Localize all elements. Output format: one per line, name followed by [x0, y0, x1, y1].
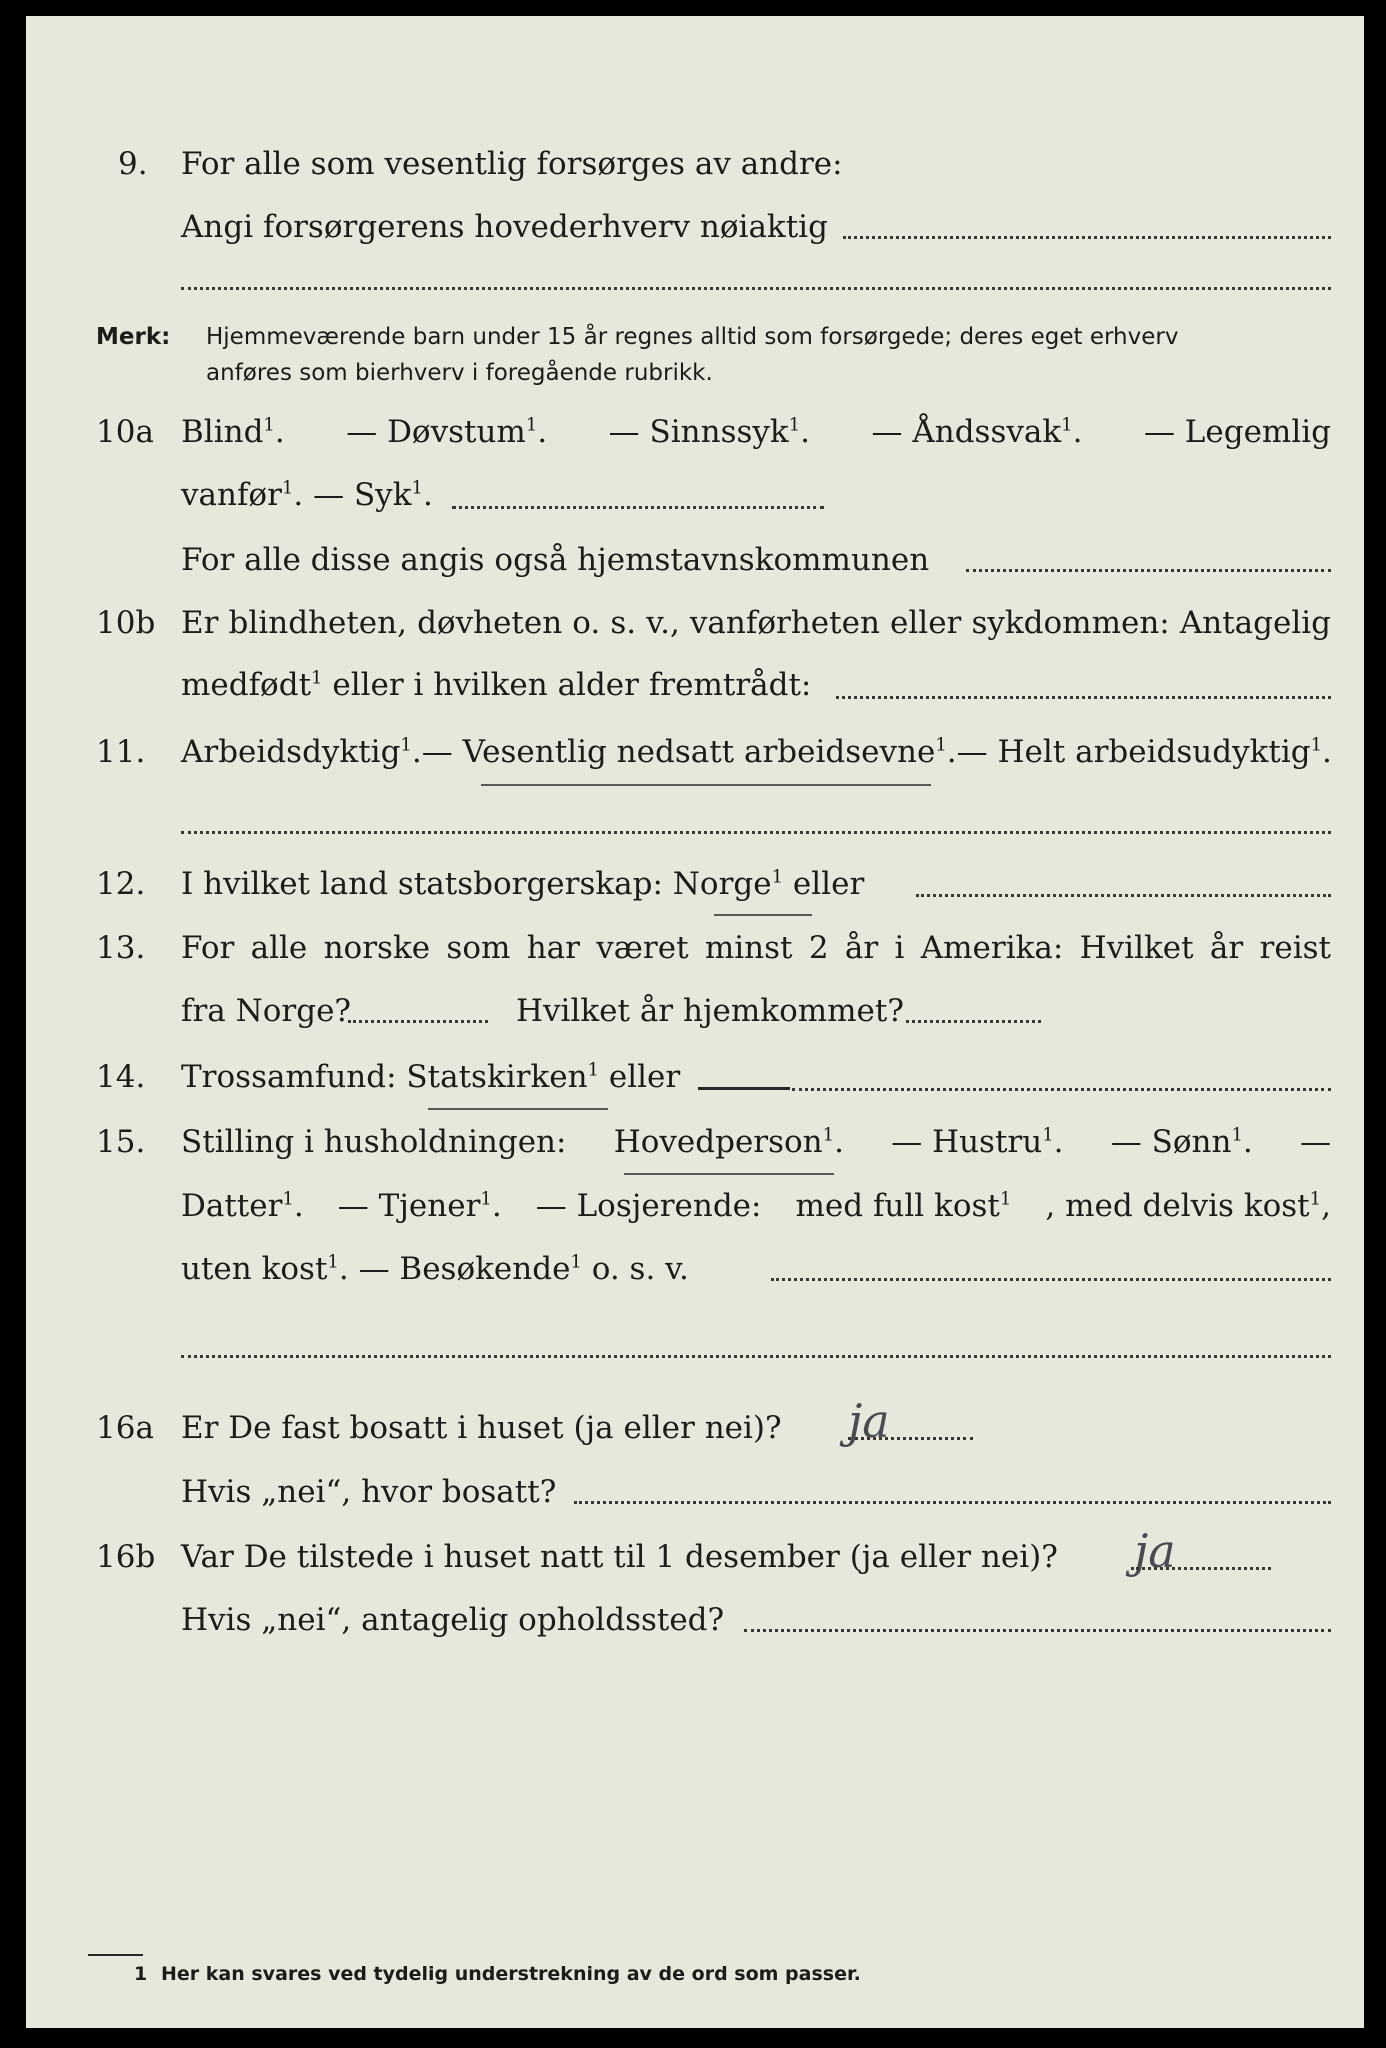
q16a-line2: Hvis „nei“, hvor bosatt? [181, 1474, 557, 1510]
q16a-handwritten-answer: ja [848, 1394, 890, 1448]
q13-number: 13. [96, 930, 146, 966]
q15-line2: Datter$^1$. — Tjener$^1$. — Losjerende: med full kost$^1$ , med delvis kost$^1$, [181, 1188, 1331, 1224]
option-blind[interactable]: Blind$^1$. [181, 414, 285, 450]
q12-line1: I hvilket land statsborgerskap: Norge$^1$ eller [181, 866, 865, 902]
q14-line1: Trossamfund: Statskirken$^1$ eller [181, 1059, 681, 1095]
option-datter[interactable]: Datter$^1$. [181, 1188, 304, 1224]
q12-answer-line[interactable] [916, 894, 1331, 897]
q10a-number: 10a [96, 414, 154, 450]
q16a-bosatt-line[interactable] [574, 1501, 1331, 1504]
option-norge[interactable]: Norge$^1$ [672, 866, 784, 902]
option-medfodt[interactable]: medfødt$^1$ [181, 667, 323, 703]
q16a-number: 16a [96, 1410, 154, 1446]
option-syk[interactable]: — Syk$^1$. [313, 477, 433, 513]
q10a-line2 [181, 477, 433, 513]
option-full-kost[interactable]: med full kost$^1$ [795, 1188, 1012, 1224]
q16a-answer-line[interactable] [848, 1437, 973, 1440]
option-tjener[interactable]: — Tjener$^1$. [337, 1188, 502, 1224]
q11-line1 [181, 734, 1331, 770]
q10a-line1 [181, 414, 1331, 450]
q16a-line1: Er De fast bosatt i huset (ja eller nei)? [181, 1410, 782, 1446]
q12-number: 12. [96, 866, 146, 902]
q16b-number: 16b [96, 1539, 156, 1575]
q15-line1: Stilling i husholdningen: Hovedperson$^1$. — Hustru$^1$. — Sønn$^1$. — [181, 1124, 1331, 1160]
option-hustru[interactable]: — Hustru$^1$. [891, 1124, 1064, 1160]
q11-number: 11. [96, 734, 146, 770]
option-sonn[interactable]: — Sønn$^1$. [1110, 1124, 1253, 1160]
q9-answer-line-2[interactable] [181, 287, 1331, 290]
q13-fra-norge: fra Norge? [181, 993, 352, 1029]
q10b-line2: medfødt$^1$ eller i hvilken alder fremtrådt: [181, 667, 812, 703]
q9-line2: Angi forsørgerens hovederhverv nøiaktig [181, 209, 828, 245]
q10a-line3: For alle disse angis også hjemstavnskommunen [181, 542, 930, 578]
merk-line2: anføres som bierhverv i foregående rubrikk. [206, 360, 713, 386]
option-uten-kost[interactable]: uten kost$^1$. [181, 1251, 349, 1287]
q11-underline-mark [481, 784, 931, 786]
q14-dash-mark [698, 1087, 790, 1090]
q13-hjemkommet: Hvilket år hjemkommet? [516, 993, 904, 1029]
q16b-answer-line[interactable] [1131, 1567, 1271, 1570]
option-vanfor[interactable]: vanfør$^1$. [181, 477, 304, 513]
q10b-number: 10b [96, 605, 156, 641]
q15-line3: uten kost$^1$. — Besøkende$^1$ o. s. v. [181, 1251, 689, 1287]
q13-line1: For alle norske som har været minst 2 år i Amerika: Hvilket år reist [181, 930, 1331, 966]
option-sinnssyk[interactable]: — Sinnssyk$^1$. [608, 414, 811, 450]
footnote-text: Her kan svares ved tydelig understrekning av de ord som passer. [161, 1963, 861, 1985]
q12-underline-mark [714, 914, 812, 916]
q13-reist-line[interactable] [348, 1020, 488, 1023]
q16b-line2: Hvis „nei“, antagelig opholdssted? [181, 1602, 725, 1638]
q16b-line1: Var De tilstede i huset natt til 1 desember (ja eller nei)? [181, 1539, 1058, 1575]
q15-number: 15. [96, 1124, 146, 1160]
option-nedsatt[interactable]: — Vesentlig nedsatt arbeidsevne$^1$. [421, 734, 957, 770]
q10b-answer-line[interactable] [836, 696, 1331, 699]
footnote-mark: 1 [134, 1963, 148, 1985]
option-dovstum[interactable]: — Døvstum$^1$. [346, 414, 548, 450]
option-legemlig[interactable]: — Legemlig [1143, 414, 1331, 450]
q10b-line1: Er blindheten, døvheten o. s. v., vanførheten eller sykdommen: Antagelig [181, 605, 1331, 641]
q10a-kommune-line[interactable] [966, 569, 1331, 572]
option-delvis-kost[interactable]: , med delvis kost$^1$, [1045, 1188, 1331, 1224]
option-udyktig[interactable]: — Helt arbeidsudyktig$^1$. [956, 734, 1332, 770]
merk-line1: Hjemmeværende barn under 15 år regnes alltid som forsørgede; deres eget erhverv [206, 324, 1179, 350]
merk-label: Merk: [96, 324, 171, 350]
footnote-rule [88, 1954, 143, 1956]
q16b-handwritten-answer: ja [1134, 1524, 1176, 1578]
option-hovedperson[interactable]: Hovedperson$^1$. [613, 1124, 844, 1160]
option-statskirken[interactable]: Statskirken$^1$ [406, 1059, 600, 1095]
q9-answer-line[interactable] [843, 236, 1331, 239]
q10a-answer-line[interactable] [452, 506, 824, 509]
q14-answer-line[interactable] [792, 1088, 1331, 1091]
option-besokende[interactable]: — Besøkende$^1$ [358, 1251, 582, 1287]
q14-number: 14. [96, 1059, 146, 1095]
q16b-opholdssted-line[interactable] [744, 1629, 1331, 1632]
q13-hjemkommet-line[interactable] [906, 1020, 1041, 1023]
q15-underline-mark [624, 1173, 834, 1175]
q14-underline-mark [428, 1108, 608, 1110]
option-andssvak[interactable]: — Åndssvak$^1$. [871, 414, 1083, 450]
q9-line1: For alle som vesentlig forsørges av andre: [181, 146, 843, 182]
q9-number: 9. [118, 146, 148, 182]
q15-answer-line-2[interactable] [181, 1355, 1331, 1358]
q15-answer-line[interactable] [771, 1278, 1331, 1281]
census-form-page [26, 16, 1364, 2028]
option-arbeidsdyktig[interactable]: Arbeidsdyktig$^1$. [181, 734, 422, 770]
q11-answer-line[interactable] [181, 831, 1331, 834]
